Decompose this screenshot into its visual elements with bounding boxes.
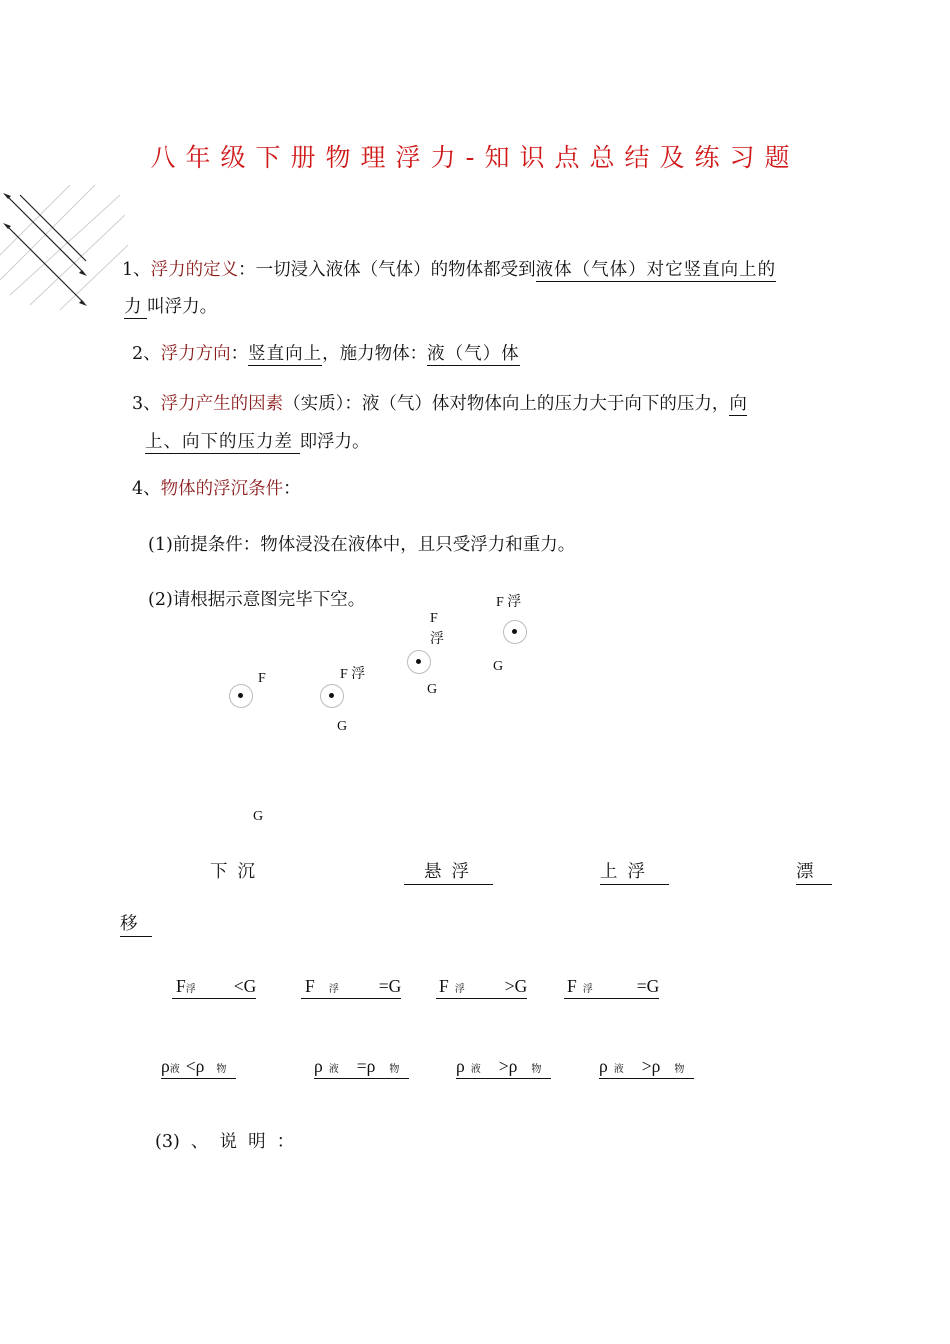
density-relation: =ρ [356,1056,376,1076]
force-condition-float [564,976,659,999]
item-number: 4、 [132,479,161,499]
force-symbol: F [439,976,449,996]
force-condition-rise [436,976,527,999]
force-subscript: 浮 [454,984,465,995]
colon: ： [238,260,256,280]
label-gravity: G [493,659,504,674]
cause-answer-cont: 上、向下的压力差 [145,432,300,452]
ball-float [503,620,527,644]
definition-line-1 [122,262,776,280]
density-subscript: 物 [216,1064,227,1075]
cause-tail: 即浮力。 [299,432,370,452]
float-sink-heading [132,481,301,499]
force-condition-sink [172,976,256,999]
direction-answer: 竖直向上 [248,344,323,364]
ball-rise [407,650,431,674]
density-subscript: 液 [328,1064,339,1075]
colon: ： [230,344,249,364]
item-number: 3、 [132,394,161,414]
definition-line-2 [124,299,217,317]
cause-line-2 [145,434,370,452]
cause-text: （实质）：液（气）体对物体向上的压力大于向下的压力， [283,394,730,414]
term-float-sink: 物体的浮沉条件 [160,479,284,499]
density-relation: <ρ [185,1056,205,1076]
force-symbol: F [305,976,315,996]
force-symbol: F [176,976,186,996]
force-subscript: 浮 [582,984,593,995]
density-relation: >ρ [641,1056,661,1076]
label-gravity: G [253,809,264,824]
state-suspend: 悬浮 [404,858,493,885]
state-float-cont: 移 [120,910,152,937]
definition-answer: 液体（气体）对它竖直向上的 [535,260,777,280]
source-answer: 液（气）体 [427,344,520,364]
density-condition-rise [456,1056,551,1079]
label-gravity: G [427,682,438,697]
state-float: 漂 [796,858,832,885]
label-buoyancy: F 浮 [340,667,366,682]
density-subscript: 液 [613,1064,624,1075]
density-subscript: 物 [531,1064,542,1075]
cause-answer: 向 [729,394,747,414]
decorative-lines [0,185,130,315]
density-symbol: ρ [599,1056,608,1076]
density-subscript: 液 [169,1064,180,1075]
state-rise: 上浮 [600,858,669,885]
instruction-line: (2)请根据示意图完毕下空。 [148,590,366,610]
force-relation: =G [378,976,402,996]
density-condition-sink [161,1056,236,1079]
direction-mid: ，施力物体： [322,344,428,364]
direction-line [132,346,520,364]
force-condition-suspend [301,976,401,999]
page-title: 八年级下册物理浮力-知识点总结及练习题 [150,143,800,172]
force-relation: <G [233,976,257,996]
force-symbol: F [567,976,577,996]
term-cause: 浮力产生的因素 [160,394,284,414]
term-definition: 浮力的定义 [150,260,239,280]
ball-suspend [320,684,344,708]
label-buoyancy-sub: 浮 [430,632,444,647]
density-subscript: 物 [389,1064,400,1075]
force-subscript: 浮 [328,984,339,995]
density-relation: >ρ [498,1056,518,1076]
term-direction: 浮力方向 [160,344,231,364]
density-condition-suspend [314,1056,409,1079]
label-buoyancy: F 浮 [496,595,522,610]
density-condition-float [599,1056,694,1079]
colon: ： [283,479,301,499]
label-gravity: G [337,719,348,734]
definition-tail: 叫浮力。 [147,297,218,317]
density-symbol: ρ [161,1056,170,1076]
force-subscript: 浮 [185,984,196,995]
density-subscript: 物 [674,1064,685,1075]
item-number: 2、 [132,344,161,364]
premise-line: (1)前提条件：物体浸没在液体中，且只受浮力和重力。 [148,535,576,555]
item-number: 1、 [122,260,151,280]
density-subscript: 液 [470,1064,481,1075]
definition-text: 一切浸入液体（气体）的物体都受到 [255,260,536,280]
density-symbol: ρ [456,1056,465,1076]
state-sink: 下沉 [210,862,265,882]
definition-answer-cont: 力 [124,297,148,317]
force-relation: =G [636,976,660,996]
label-force: F [430,611,438,626]
label-force: F [258,671,266,686]
cause-line-1 [132,396,747,414]
label-gravity-clipped [252,808,266,824]
explanation-heading: (3) 、 说 明 ： [155,1132,295,1152]
force-relation: >G [504,976,528,996]
density-symbol: ρ [314,1056,323,1076]
ball-sink [229,684,253,708]
